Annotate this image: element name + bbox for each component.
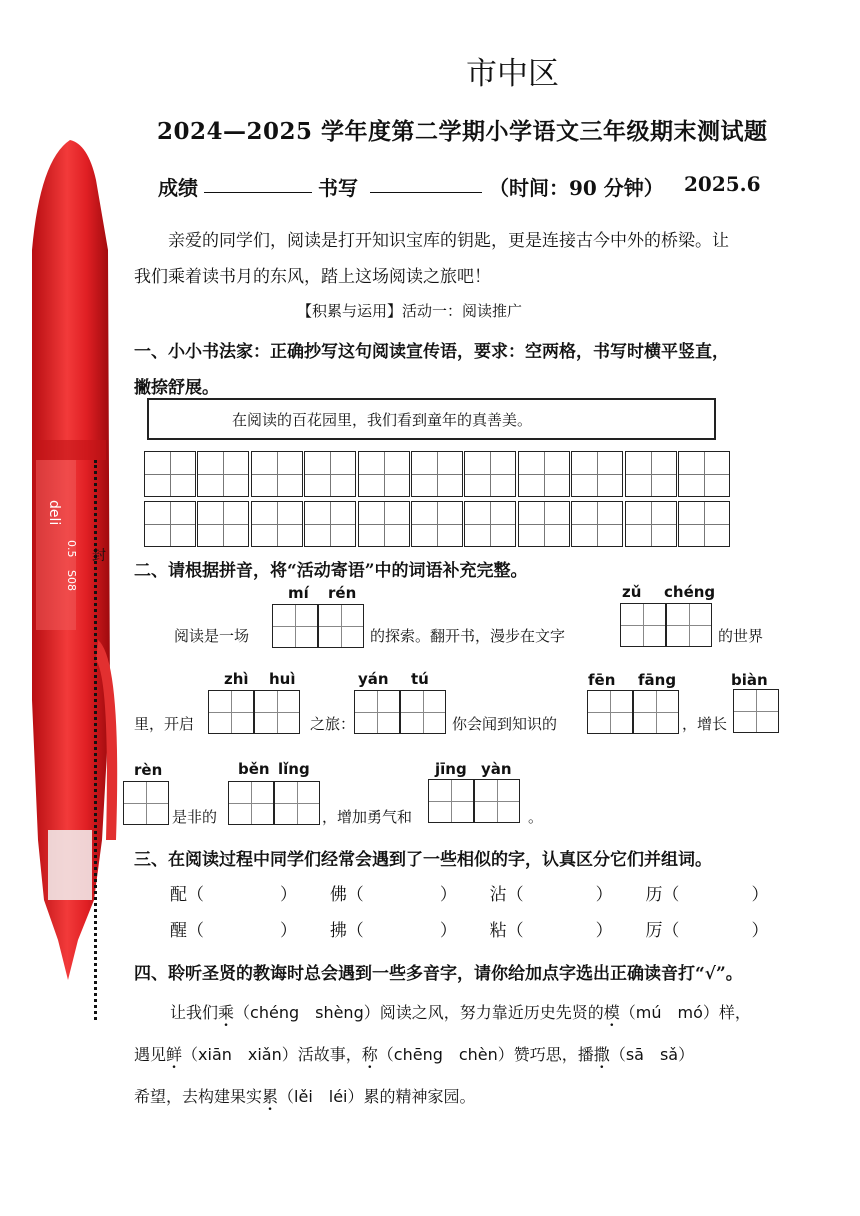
q3-char-li: 历（ xyxy=(645,885,680,905)
grid-cell[interactable] xyxy=(304,451,356,497)
q4-options-cheng2[interactable]: （chēng chèn）赞巧思，播 xyxy=(377,1045,594,1064)
answer-cell[interactable] xyxy=(633,690,679,734)
answer-cell[interactable] xyxy=(208,690,254,734)
q3-char-nian: 粘（ xyxy=(489,921,524,941)
q3-paren: ） xyxy=(751,885,769,905)
q1-heading-line-1: 一、小小书法家：正确抄写这句阅读宣传语，要求：空两格，书写时横平竖直， xyxy=(134,342,729,362)
q3-paren: ） xyxy=(439,921,457,941)
score-blank[interactable] xyxy=(204,170,312,193)
grid-cell[interactable] xyxy=(678,501,730,547)
pen-brand-text: deli xyxy=(46,500,62,526)
grid-cell[interactable] xyxy=(625,451,677,497)
answer-cell[interactable] xyxy=(318,604,364,648)
q2-text-a: 阅读是一场 xyxy=(174,627,250,645)
q3-char-fo: 佛（ xyxy=(329,885,364,905)
q3-row-1 xyxy=(170,880,768,905)
grid-cell[interactable] xyxy=(464,451,516,497)
q3-paren: ） xyxy=(280,885,297,905)
answer-cell[interactable] xyxy=(123,781,169,825)
grid-cell[interactable] xyxy=(518,451,570,497)
q1-heading-line-2: 撇捺舒展。 xyxy=(134,378,219,398)
q3-heading: 三、在阅读过程中同学们经常会遇到了一些相似的字，认真区分它们并组词。 xyxy=(134,850,712,870)
grid-cell[interactable] xyxy=(678,451,730,497)
pinyin-bian: biàn xyxy=(731,671,768,689)
grid-cell[interactable] xyxy=(251,451,303,497)
q4-dotted-char-lei: 累 xyxy=(262,1087,279,1106)
answer-cell[interactable] xyxy=(428,779,474,823)
q2-text-e: 之旅： xyxy=(310,715,356,733)
q4-dotted-char-mu: 模 xyxy=(603,1003,620,1022)
binding-dotted-line xyxy=(94,460,97,1020)
q2-text-f: 你会闻到知识的 xyxy=(452,715,558,733)
writing-grid-row-2[interactable] xyxy=(144,501,731,547)
grid-cell[interactable] xyxy=(464,501,516,547)
exam-date: 2025.6 xyxy=(684,172,761,196)
answer-box-yantu[interactable] xyxy=(354,690,446,734)
q3-row-2 xyxy=(170,916,768,941)
answer-box-fenfang[interactable] xyxy=(587,690,679,734)
q2-text-j: 。 xyxy=(528,808,544,826)
pinyin-fen: fēn xyxy=(588,671,616,689)
writing-blank[interactable] xyxy=(370,170,482,193)
answer-box-zucheng[interactable] xyxy=(620,603,712,647)
q3-paren: ） xyxy=(595,885,613,905)
answer-box-bian[interactable] xyxy=(733,689,779,733)
q4-line-3 xyxy=(134,1084,476,1107)
q4-text: 让我们 xyxy=(170,1003,219,1022)
q2-text-d: 里，开启 xyxy=(134,715,195,733)
q2-text-c: 的世界 xyxy=(718,627,764,645)
grid-cell[interactable] xyxy=(571,501,623,547)
pinyin-hui: huì xyxy=(269,670,296,688)
answer-cell[interactable] xyxy=(733,689,779,733)
answer-cell[interactable] xyxy=(620,603,666,647)
pinyin-ling: lǐng xyxy=(278,760,310,778)
pinyin-ren: rén xyxy=(328,584,357,602)
pinyin-zu: zǔ xyxy=(622,583,642,601)
grid-cell[interactable] xyxy=(144,501,196,547)
pinyin-mi: mí xyxy=(288,584,309,602)
grid-cell[interactable] xyxy=(144,451,196,497)
q4-options-sa[interactable]: （sā sǎ） xyxy=(609,1045,695,1064)
answer-cell[interactable] xyxy=(272,604,318,648)
q3-char-zhan: 沾（ xyxy=(489,885,524,905)
pinyin-ren2: rèn xyxy=(134,761,163,779)
sentence-text: 在阅读的百花园里，我们看到童年的真善美。 xyxy=(232,411,533,429)
answer-cell[interactable] xyxy=(254,690,300,734)
grid-cell[interactable] xyxy=(518,501,570,547)
q4-dotted-char-cheng: 乘 xyxy=(218,1003,235,1022)
pinyin-fang: fāng xyxy=(638,671,677,689)
pinyin-yan2: yàn xyxy=(481,760,512,778)
answer-cell[interactable] xyxy=(666,603,712,647)
q4-heading: 四、聆听圣贤的教诲时总会遇到一些多音字，请你给加点字选出正确读音打“√”。 xyxy=(134,964,743,984)
grid-cell[interactable] xyxy=(304,501,356,547)
section-title: 【积累与运用】活动一：阅读推广 xyxy=(297,302,523,320)
q4-options-xian[interactable]: （xiān xiǎn）活故事， xyxy=(182,1045,362,1064)
q4-text: 希望，去构建果实 xyxy=(134,1087,263,1106)
answer-cell[interactable] xyxy=(587,690,633,734)
exam-title: 2024—2025 学年度第二学期小学语文三年级期末测试题 xyxy=(157,118,768,145)
q4-line-1 xyxy=(170,1000,751,1023)
pinyin-zhi: zhì xyxy=(224,670,249,688)
q4-dotted-char-cheng2: 称 xyxy=(361,1045,378,1064)
pen-size-text: 0.5 xyxy=(65,540,78,558)
grid-cell[interactable] xyxy=(358,451,410,497)
q2-text-g: ，增长 xyxy=(682,715,728,733)
answer-box-miren[interactable] xyxy=(272,604,364,648)
region-title: 市中区 xyxy=(466,56,559,92)
intro-line-2: 我们乘着读书月的东风，踏上这场阅读之旅吧！ xyxy=(134,267,491,287)
q2-text-i: ，增加勇气和 xyxy=(322,808,413,826)
exam-time: （时间：90 分钟） xyxy=(489,176,664,200)
pinyin-jing: jīng xyxy=(435,760,467,778)
q3-paren: ） xyxy=(280,921,297,941)
grid-cell[interactable] xyxy=(571,451,623,497)
pinyin-tu: tú xyxy=(411,670,429,688)
q2-text-b: 的探索。翻开书，漫步在文字 xyxy=(370,627,566,645)
q4-options-mu[interactable]: （mú mó）样， xyxy=(619,1003,751,1022)
q4-dotted-char-xian: 鲜 xyxy=(166,1045,183,1064)
pinyin-ben: běn xyxy=(238,760,270,778)
grid-cell[interactable] xyxy=(358,501,410,547)
q3-paren: ） xyxy=(751,921,769,941)
answer-cell[interactable] xyxy=(354,690,400,734)
binding-margin-text: 封 xyxy=(92,548,106,564)
answer-cell[interactable] xyxy=(228,781,274,825)
grid-cell[interactable] xyxy=(625,501,677,547)
answer-box-benling[interactable] xyxy=(228,781,320,825)
score-label: 成绩 xyxy=(158,176,198,200)
q2-text-h: 是非的 xyxy=(172,808,218,826)
q3-char-xing: 醒（ xyxy=(170,921,204,941)
writing-label: 书写 xyxy=(318,176,358,200)
q4-dotted-char-sa: 撒 xyxy=(593,1045,610,1064)
grid-cell[interactable] xyxy=(411,451,463,497)
answer-cell[interactable] xyxy=(274,781,320,825)
q4-text: 遇见 xyxy=(134,1045,167,1064)
q2-heading: 二、请根据拼音，将“活动寄语”中的词语补充完整。 xyxy=(134,561,528,581)
q3-char-fu: 拂（ xyxy=(329,921,364,941)
grid-cell[interactable] xyxy=(197,451,249,497)
red-pen-image xyxy=(18,140,128,980)
answer-box-zhihui[interactable] xyxy=(208,690,300,734)
writing-grid-row-1[interactable] xyxy=(144,451,731,497)
answer-cell[interactable] xyxy=(400,690,446,734)
grid-cell[interactable] xyxy=(251,501,303,547)
pinyin-yan: yán xyxy=(358,670,389,688)
answer-box-jingyan[interactable] xyxy=(428,779,520,823)
q4-line-2 xyxy=(134,1042,694,1065)
pinyin-cheng: chéng xyxy=(664,583,716,601)
q3-char-li2: 厉（ xyxy=(645,921,680,941)
q3-paren: ） xyxy=(595,921,613,941)
answer-cell[interactable] xyxy=(474,779,520,823)
grid-cell[interactable] xyxy=(197,501,249,547)
grid-cell[interactable] xyxy=(411,501,463,547)
q3-paren: ） xyxy=(439,885,457,905)
pen-model-text: S08 xyxy=(65,570,78,591)
q4-options-cheng[interactable]: （chéng shèng）阅读之风，努力靠近历史先贤的 xyxy=(234,1003,604,1022)
q3-char-pei: 配（ xyxy=(170,885,204,905)
q4-options-lei[interactable]: （lěi léi）累的精神家园。 xyxy=(278,1087,476,1106)
answer-box-ren[interactable] xyxy=(123,781,169,825)
intro-line-1: 亲爱的同学们，阅读是打开知识宝库的钥匙，更是连接古今中外的桥梁。让 xyxy=(168,231,729,251)
